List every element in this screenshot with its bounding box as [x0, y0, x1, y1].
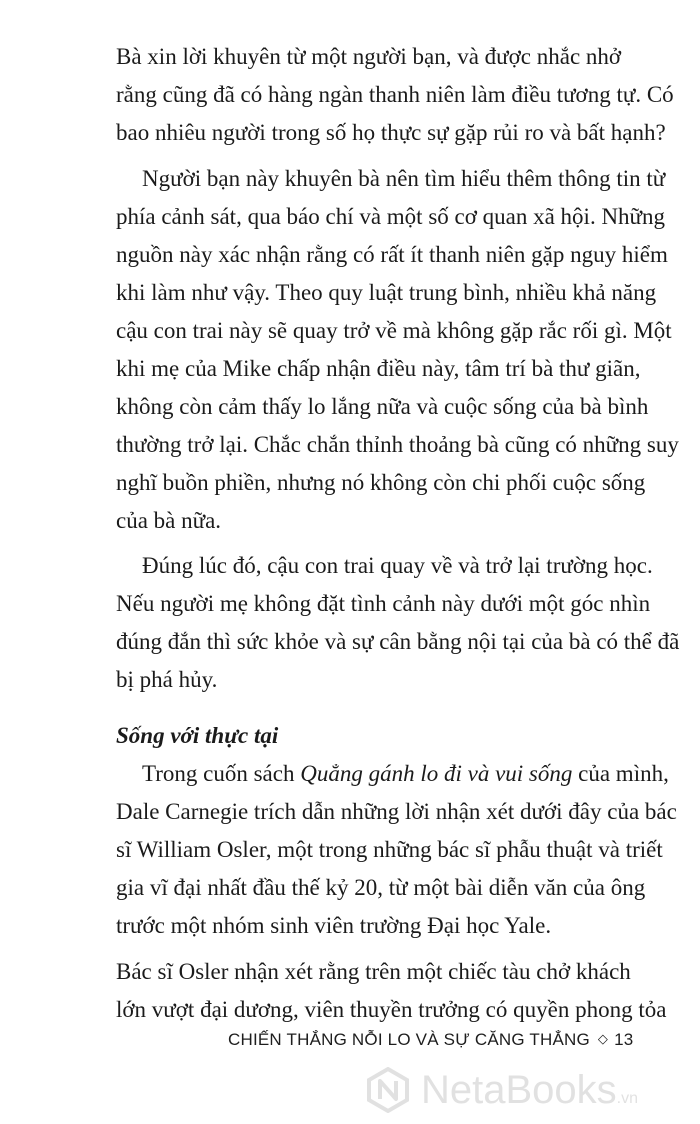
- section-paragraph-2-line-1: Bác sĩ Osler nhận xét rằng trên một chiếc tàu chở khách: [116, 959, 631, 984]
- paragraph-2-line-2: phía cảnh sát, qua báo chí và một số cơ quan xã hội. Những: [116, 204, 666, 229]
- paragraph-2-line-8: thường trở lại. Chắc chắn thỉnh thoảng bà cũng có những suy: [116, 432, 679, 457]
- paragraph-2-line-5: cậu con trai này sẽ quay trở về mà không gặp rắc rối gì. Một: [116, 318, 672, 343]
- paragraph-2-line-3: nguồn này xác nhận rằng có rất ít thanh niên gặp nguy hiểm: [116, 242, 668, 267]
- paragraph-3-line-2: Nếu người mẹ không đặt tình cảnh này dưới một góc nhìn: [116, 591, 651, 616]
- paragraph-1-line-3: bao nhiêu người trong số họ thực sự gặp rủi ro và bất hạnh?: [116, 120, 666, 145]
- section-paragraph-1-line-1: [142, 758, 669, 790]
- watermark: [365, 1065, 695, 1117]
- book-title: Quẳng gánh lo đi và vui sống: [300, 761, 573, 786]
- paragraph-3-line-1: Đúng lúc đó, cậu con trai quay về và trở lại trường học.: [142, 553, 653, 578]
- watermark-tld: .vn: [616, 1090, 639, 1107]
- paragraph-2-line-6: khi mẹ của Mike chấp nhận điều này, tâm trí bà thư giãn,: [116, 356, 641, 381]
- section-paragraph-1-line-2: Dale Carnegie trích dẫn những lời nhận xét dưới đây của bác: [116, 799, 677, 824]
- paragraph-3-line-3: đúng đắn thì sức khỏe và sự cân bằng nội tại của bà có thể đã: [116, 629, 680, 654]
- paragraph-1-line-2: rằng cũng đã có hàng ngàn thanh niên làm điều tương tự. Có: [116, 82, 674, 107]
- section-paragraph-1-line-4: gia vĩ đại nhất đầu thế kỷ 20, từ một bài diễn văn của ông: [116, 875, 646, 900]
- section-paragraph-1-line-3: sĩ William Osler, một trong những bác sĩ phẫu thuật và triết: [116, 837, 663, 862]
- section-paragraph-2-line-2: lớn vượt đại dương, viên thuyền trưởng có quyền phong tỏa: [116, 997, 667, 1022]
- netabooks-logo-icon: [365, 1067, 411, 1113]
- footer-book-title: CHIẾN THẮNG NỖI LO VÀ SỰ CĂNG THẲNG: [228, 1030, 590, 1049]
- page-number: 13: [614, 1030, 634, 1049]
- paragraph-3-line-4: bị phá hủy.: [116, 667, 218, 692]
- running-footer: [228, 1030, 633, 1050]
- section-heading: Sống với thực tại: [116, 723, 279, 748]
- paragraph-2-line-1: Người bạn này khuyên bà nên tìm hiểu thêm thông tin từ: [142, 166, 666, 191]
- paragraph-2-line-4: khi làm như vậy. Theo quy luật trung bình, nhiều khả năng: [116, 280, 657, 305]
- paragraph-1-line-1: Bà xin lời khuyên từ một người bạn, và được nhắc nhở: [116, 44, 622, 69]
- paragraph-2-line-7: không còn cảm thấy lo lắng nữa và cuộc sống của bà bình: [116, 394, 649, 419]
- section-paragraph-1-line-5: trước một nhóm sinh viên trường Đại học Yale.: [116, 913, 552, 938]
- watermark-brand-name: NetaBooks: [421, 1068, 617, 1112]
- paragraph-2-line-10: của bà nữa.: [116, 508, 222, 533]
- diamond-separator-icon: ◇: [597, 1031, 609, 1046]
- paragraph-2-line-9: nghĩ buồn phiền, nhưng nó không còn chi phối cuộc sống: [116, 470, 646, 495]
- text-run: của mình,: [572, 761, 669, 786]
- text-run: Trong cuốn sách: [142, 761, 301, 786]
- watermark-brand: [421, 1065, 638, 1124]
